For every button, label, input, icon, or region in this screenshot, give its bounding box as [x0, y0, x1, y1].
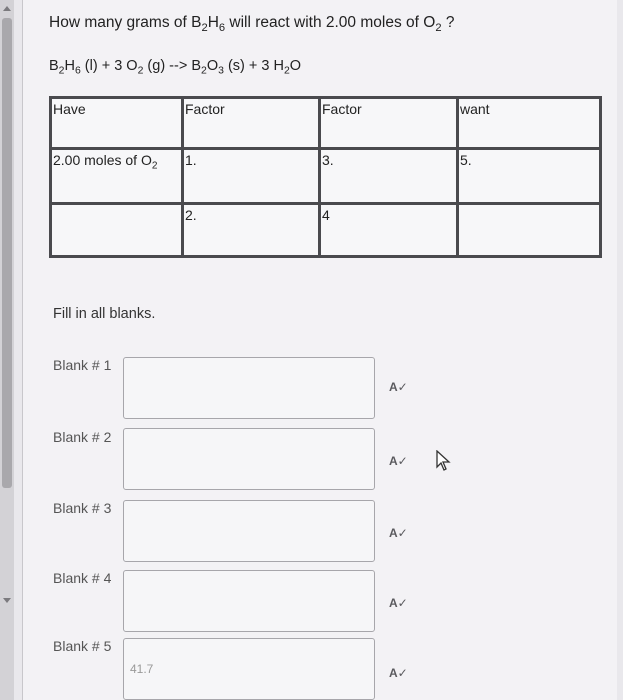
- instructions-text: Fill in all blanks.: [53, 306, 156, 322]
- page-scrollbar[interactable]: [0, 0, 14, 700]
- factor-label-table: [49, 96, 602, 258]
- blank-2-input[interactable]: [123, 428, 375, 490]
- question-text: How many grams of $B_2H_6$ will react with 2.00 moles of $O_2$ ?: [49, 14, 455, 34]
- blank-2-label: Blank # 2: [53, 429, 112, 445]
- mouse-cursor-icon: [435, 450, 451, 472]
- scroll-thumb[interactable]: [2, 18, 12, 488]
- blank-5-label: Blank # 5: [53, 638, 112, 654]
- table-row: [51, 149, 601, 204]
- cell-factor-1: 1.: [183, 149, 320, 204]
- blank-5-input[interactable]: [123, 638, 375, 700]
- chemical-equation: $B_2H_6$ (l) + 3 $O_2$ (g) --> $B_2O_3$ (s) + 3 $H_2O$: [49, 58, 302, 77]
- blank-4-label: Blank # 4: [53, 570, 112, 586]
- scroll-down-arrow-icon[interactable]: [3, 598, 11, 603]
- blank-4-input[interactable]: [123, 570, 375, 632]
- header-want: want: [458, 98, 601, 149]
- spellcheck-icon[interactable]: A✓: [389, 526, 408, 540]
- spellcheck-icon[interactable]: A✓: [389, 666, 408, 680]
- cell-factor-3: 3.: [320, 149, 458, 204]
- blank-3-label: Blank # 3: [53, 500, 112, 516]
- spellcheck-icon[interactable]: A✓: [389, 380, 408, 394]
- cell-factor-2: 2.: [183, 204, 320, 257]
- cell-want: 5.: [458, 149, 601, 204]
- blank-1-input[interactable]: [123, 357, 375, 419]
- blank-1-label: Blank # 1: [53, 357, 112, 373]
- blank-3-input[interactable]: [123, 500, 375, 562]
- cell-have-value: 2.00 moles of $O_2$: [51, 149, 183, 204]
- header-have: Have: [51, 98, 183, 149]
- spellcheck-icon[interactable]: A✓: [389, 596, 408, 610]
- cell-empty: [51, 204, 183, 257]
- spellcheck-icon[interactable]: A✓: [389, 454, 408, 468]
- cell-factor-4: 4: [320, 204, 458, 257]
- header-factor-2: Factor: [320, 98, 458, 149]
- cell-empty: [458, 204, 601, 257]
- question-panel: [22, 0, 617, 700]
- scroll-up-arrow-icon[interactable]: [3, 6, 11, 11]
- header-factor-1: Factor: [183, 98, 320, 149]
- table-header-row: [51, 98, 601, 149]
- table-row: [51, 204, 601, 257]
